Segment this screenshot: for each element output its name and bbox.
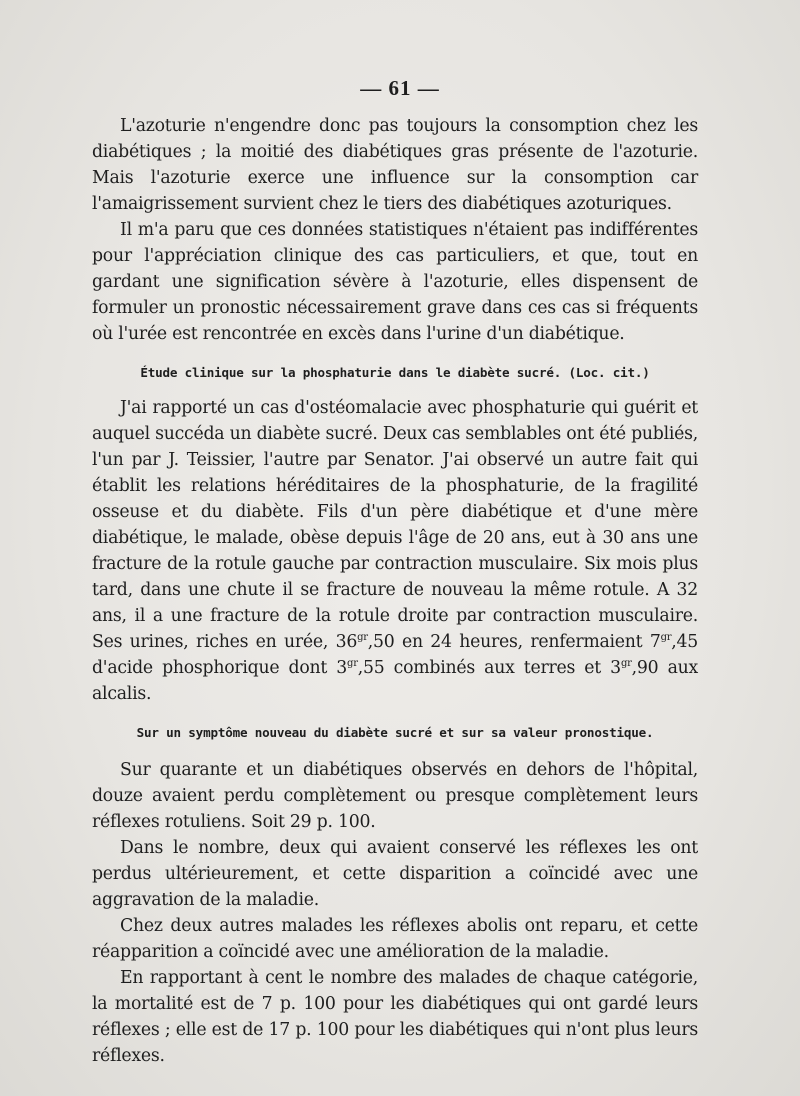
page-number: — 61 — [360,76,440,100]
paragraph: Chez deux autres malades les réflexes abolis ont reparu, et cette réapparition a coïncidé avec une amélioration de la maladie. [92,916,698,962]
paragraph: L'azoturie n'engendre donc pas toujours la consomption chez les diabétiques ; la moitié des diabétiques gras présente de l'azoturie. Mais l'azoturie exerce une influence sur la consomption car l'amaigrissement survient chez le tiers des diabétiques azoturiques. [92,116,698,214]
text-run: ,45 d'acide phosphorique dont 3 [92,632,698,678]
unit-superscript: gr [660,632,672,644]
paragraph: Sur quarante et un diabétiques observés en dehors de l'hôpital, douze avaient perdu complètement ou presque complètement leurs réflexes rotuliens. Soit 29 p. 100. [92,760,698,832]
text-run: ,50 en 24 heures, renfermaient 7 [367,632,661,652]
text-run: ,90 aux alcalis. [92,658,698,704]
page-body [92,113,698,1069]
paragraph-phosphaturie-case [92,395,698,707]
unit-superscript: gr [357,632,368,644]
paragraph: Il m'a paru que ces données statistiques n'étaient pas indifférentes pour l'appréciation clinique des cas particuliers, et que, tout en gardant une signification sévère à l'azoturie, elles dispensent de formuler un pronostic nécessairement grave dans ces cas si fréquents où l'urée est rencontrée en excès dans l'urine d'un diabétique. [92,220,698,344]
section-heading-symptome: Sur un symptôme nouveau du diabète sucré et sur sa valeur pronostique. [136,725,654,740]
unit-superscript: gr [347,658,358,670]
section-heading-phosphaturie: Étude clinique sur la phosphaturie dans le diabète sucré. (Loc. cit.) [140,365,650,380]
text-run: J'ai rapporté un cas d'ostéomalacie avec phosphaturie qui guérit et auquel succéda un diabète sucré. Deux cas semblables ont été publiés, l'un par J. Teissier, l'autre par Senator. J'ai observé un autre fait qui établit les relations héréditaires de la phosphaturie, de la fragilité osseuse et du diabète. Fils d'un père diabétique et d'une mère diabétique, le malade, obèse depuis l'âge de 20 ans, eut à 30 ans une fracture de la rotule gauche par contraction musculaire. Six mois plus tard, dans une chute il se fracture de nouveau la même rotule. A 32 ans, il a une fracture de la rotule droite par contraction musculaire. Ses urines, riches en urée, 36 [92,398,698,652]
paragraph: En rapportant à cent le nombre des malades de chaque catégorie, la mortalité est de 7 p. 100 pour les diabétiques qui ont gardé leurs réflexes ; elle est de 17 p. 100 pour les diabétiques qui n'ont plus leurs réflexes. [92,968,698,1066]
text-run: ,55 combinés aux terres et 3 [357,658,621,678]
paragraph: Dans le nombre, deux qui avaient conservé les réflexes les ont perdus ultérieurement, et cette disparition a coïncidé avec une aggravation de la maladie. [92,838,698,910]
unit-superscript: gr [620,658,632,670]
